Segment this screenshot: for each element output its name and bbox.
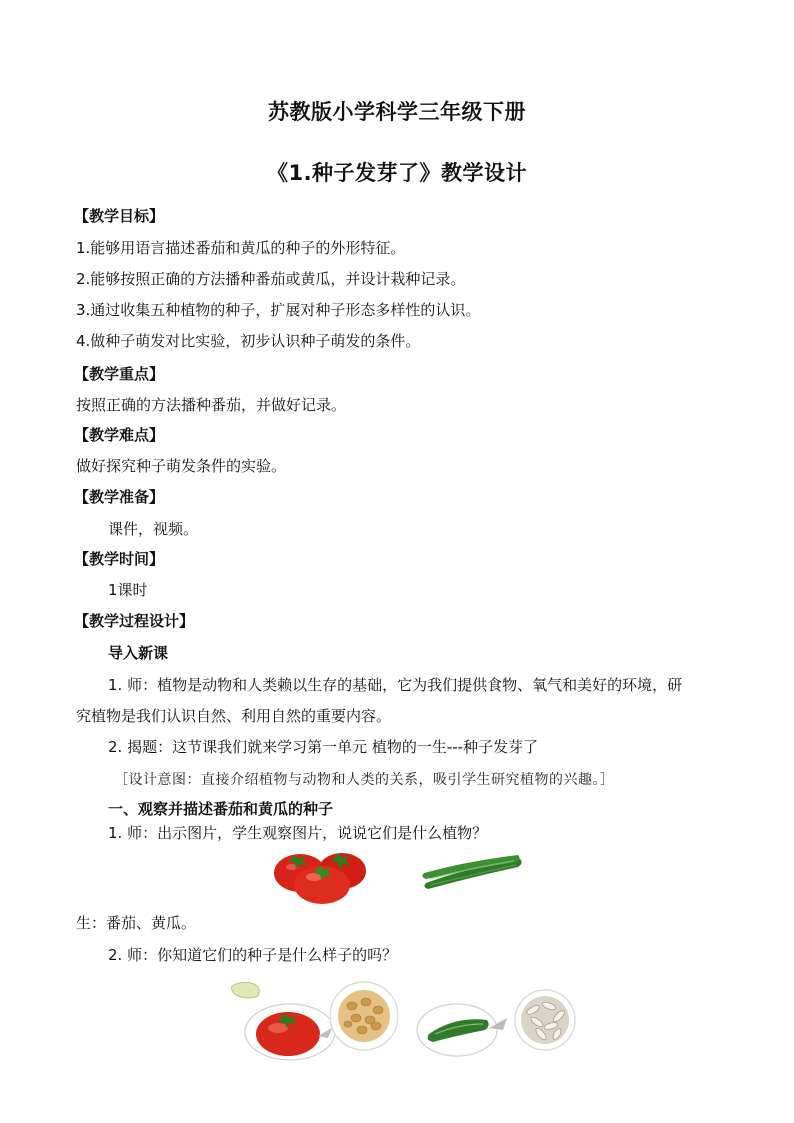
cucumbers-image [420, 853, 526, 893]
process-heading: 【教学过程设计】 [74, 612, 195, 630]
section-heading: 一、观察并描述番茄和黄瓜的种子 [108, 800, 334, 818]
answer-line: 生：番茄、黄瓜。 [76, 914, 197, 932]
cucumber-seeds-image [415, 990, 583, 1060]
goal-item: 4.做种子萌发对比实验，初步认识种子萌发的条件。 [76, 332, 421, 350]
goal-item: 1.能够用语言描述番茄和黄瓜的种子的外形特征。 [76, 239, 406, 257]
preparation-heading: 【教学准备】 [74, 488, 165, 506]
design-note: ［设计意图：直接介绍植物与动物和人类的关系，吸引学生研究植物的兴趣。］ [114, 772, 615, 788]
intro-heading: 导入新课 [108, 644, 169, 662]
time-text: 1课时 [108, 581, 148, 599]
tomatoes-image [270, 845, 374, 907]
paragraph-line: 1. 师：植物是动物和人类赖以生存的基础，它为我们提供食物、氧气和美好的环境，研 [108, 676, 683, 694]
key-points-text: 按照正确的方法播种番茄，并做好记录。 [76, 396, 347, 414]
difficulty-text: 做好探究种子萌发条件的实验。 [76, 457, 287, 475]
question-line: 1. 师：出示图片，学生观察图片，说说它们是什么植物？ [108, 824, 488, 842]
key-points-heading: 【教学重点】 [74, 365, 165, 383]
goal-item: 3.通过收集五种植物的种子，扩展对种子形态多样性的认识。 [76, 301, 481, 319]
preparation-text: 课件，视频。 [108, 520, 199, 538]
goals-heading: 【教学目标】 [74, 207, 165, 225]
time-heading: 【教学时间】 [74, 550, 165, 568]
difficulty-heading: 【教学难点】 [74, 426, 165, 444]
paragraph-line: 2. 揭题：这节课我们就来学习第一单元 植物的一生---种子发芽了 [108, 738, 539, 756]
document-subtitle: 《1.种子发芽了》教学设计 [266, 161, 528, 185]
tomato-seeds-image [228, 980, 408, 1060]
paragraph-line: 究植物是我们认识自然、利用自然的重要内容。 [76, 707, 392, 725]
goal-item: 2.能够按照正确的方法播种番茄或黄瓜，并设计栽种记录。 [76, 270, 466, 288]
question-line: 2. 师：你知道它们的种子是什么样子的吗？ [108, 946, 398, 964]
document-title: 苏教版小学科学三年级下册 [268, 100, 526, 124]
